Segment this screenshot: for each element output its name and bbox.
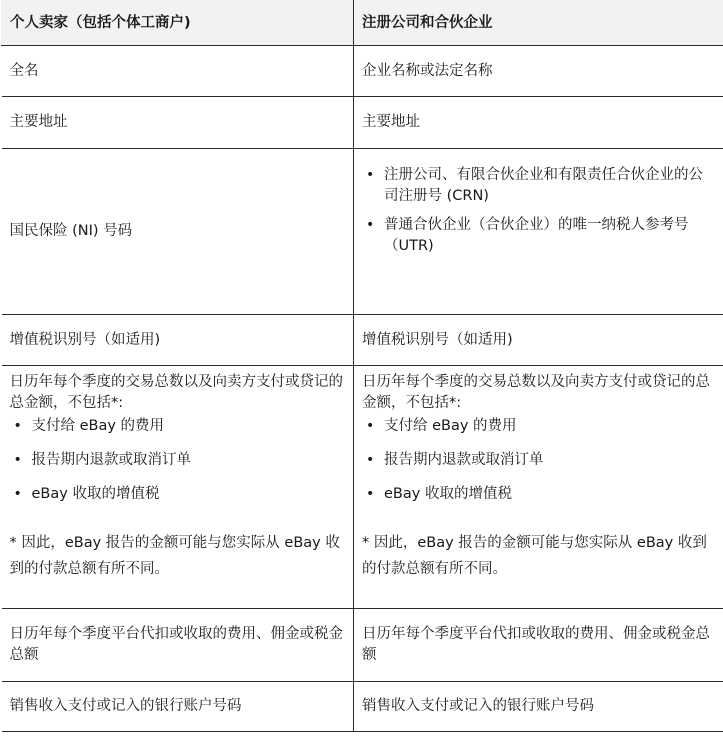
table-row bbox=[2, 97, 723, 149]
cell-business-address: 主要地址 bbox=[354, 97, 723, 149]
transactions-intro: 日历年每个季度的交易总数以及向卖方支付或贷记的总金额，不包括*: bbox=[9, 374, 343, 411]
table-row bbox=[2, 315, 723, 366]
table-row bbox=[2, 682, 723, 732]
table-row bbox=[2, 46, 723, 97]
list-item: • eBay 收取的增值税 bbox=[362, 484, 715, 505]
transactions-note: * 因此，eBay 报告的金额可能与您实际从 eBay 收到的付款总额有所不同。 bbox=[9, 535, 340, 577]
cell-business-vat: 增值税识别号（如适用) bbox=[354, 315, 723, 366]
cell-individual-transactions bbox=[2, 366, 354, 609]
cell-business-transactions bbox=[354, 366, 723, 609]
seller-info-table bbox=[1, 0, 723, 732]
cell-individual-fees: 日历年每个季度平台代扣或收取的费用、佣金或税金总额 bbox=[2, 609, 354, 682]
list-item: • 报告期内退款或取消订单 bbox=[362, 450, 715, 471]
transactions-note: * 因此，eBay 报告的金额可能与您实际从 eBay 收到的付款总额有所不同。 bbox=[362, 535, 707, 577]
cell-individual-bank: 销售收入支付或记入的银行账户号码 bbox=[2, 682, 354, 732]
table-row bbox=[2, 609, 723, 682]
table-row bbox=[2, 366, 723, 609]
list-item: • 支付给 eBay 的费用 bbox=[362, 416, 715, 437]
business-id-list bbox=[362, 163, 715, 257]
exclusions-list bbox=[10, 416, 346, 505]
cell-business-name: 企业名称或法定名称 bbox=[354, 46, 723, 97]
header-row bbox=[2, 1, 723, 46]
cell-business-id-numbers bbox=[354, 149, 723, 315]
table-row bbox=[2, 149, 723, 315]
exclusions-list bbox=[362, 416, 715, 505]
header-individual-sellers: 个人卖家（包括个体工商户) bbox=[2, 1, 354, 46]
list-item: • eBay 收取的增值税 bbox=[10, 484, 346, 505]
cell-individual-address: 主要地址 bbox=[2, 97, 354, 149]
cell-business-fees: 日历年每个季度平台代扣或收取的费用、佣金或税金总额 bbox=[354, 609, 723, 682]
header-businesses: 注册公司和合伙企业 bbox=[354, 1, 723, 46]
cell-individual-vat: 增值税识别号（如适用) bbox=[2, 315, 354, 366]
list-item: • 报告期内退款或取消订单 bbox=[10, 450, 346, 471]
cell-individual-ni-number: 国民保险 (NI) 号码 bbox=[2, 149, 354, 315]
transactions-intro: 日历年每个季度的交易总数以及向卖方支付或贷记的总金额，不包括*: bbox=[362, 374, 710, 411]
list-item: • 注册公司、有限合伙企业和有限责任合伙企业的公司注册号 (CRN) bbox=[362, 165, 715, 207]
list-item: • 支付给 eBay 的费用 bbox=[10, 416, 346, 437]
cell-individual-full-name: 全名 bbox=[2, 46, 354, 97]
cell-business-bank: 销售收入支付或记入的银行账户号码 bbox=[354, 682, 723, 732]
list-item: • 普通合伙企业（合伙企业）的唯一纳税人参考号（UTR) bbox=[362, 215, 715, 257]
